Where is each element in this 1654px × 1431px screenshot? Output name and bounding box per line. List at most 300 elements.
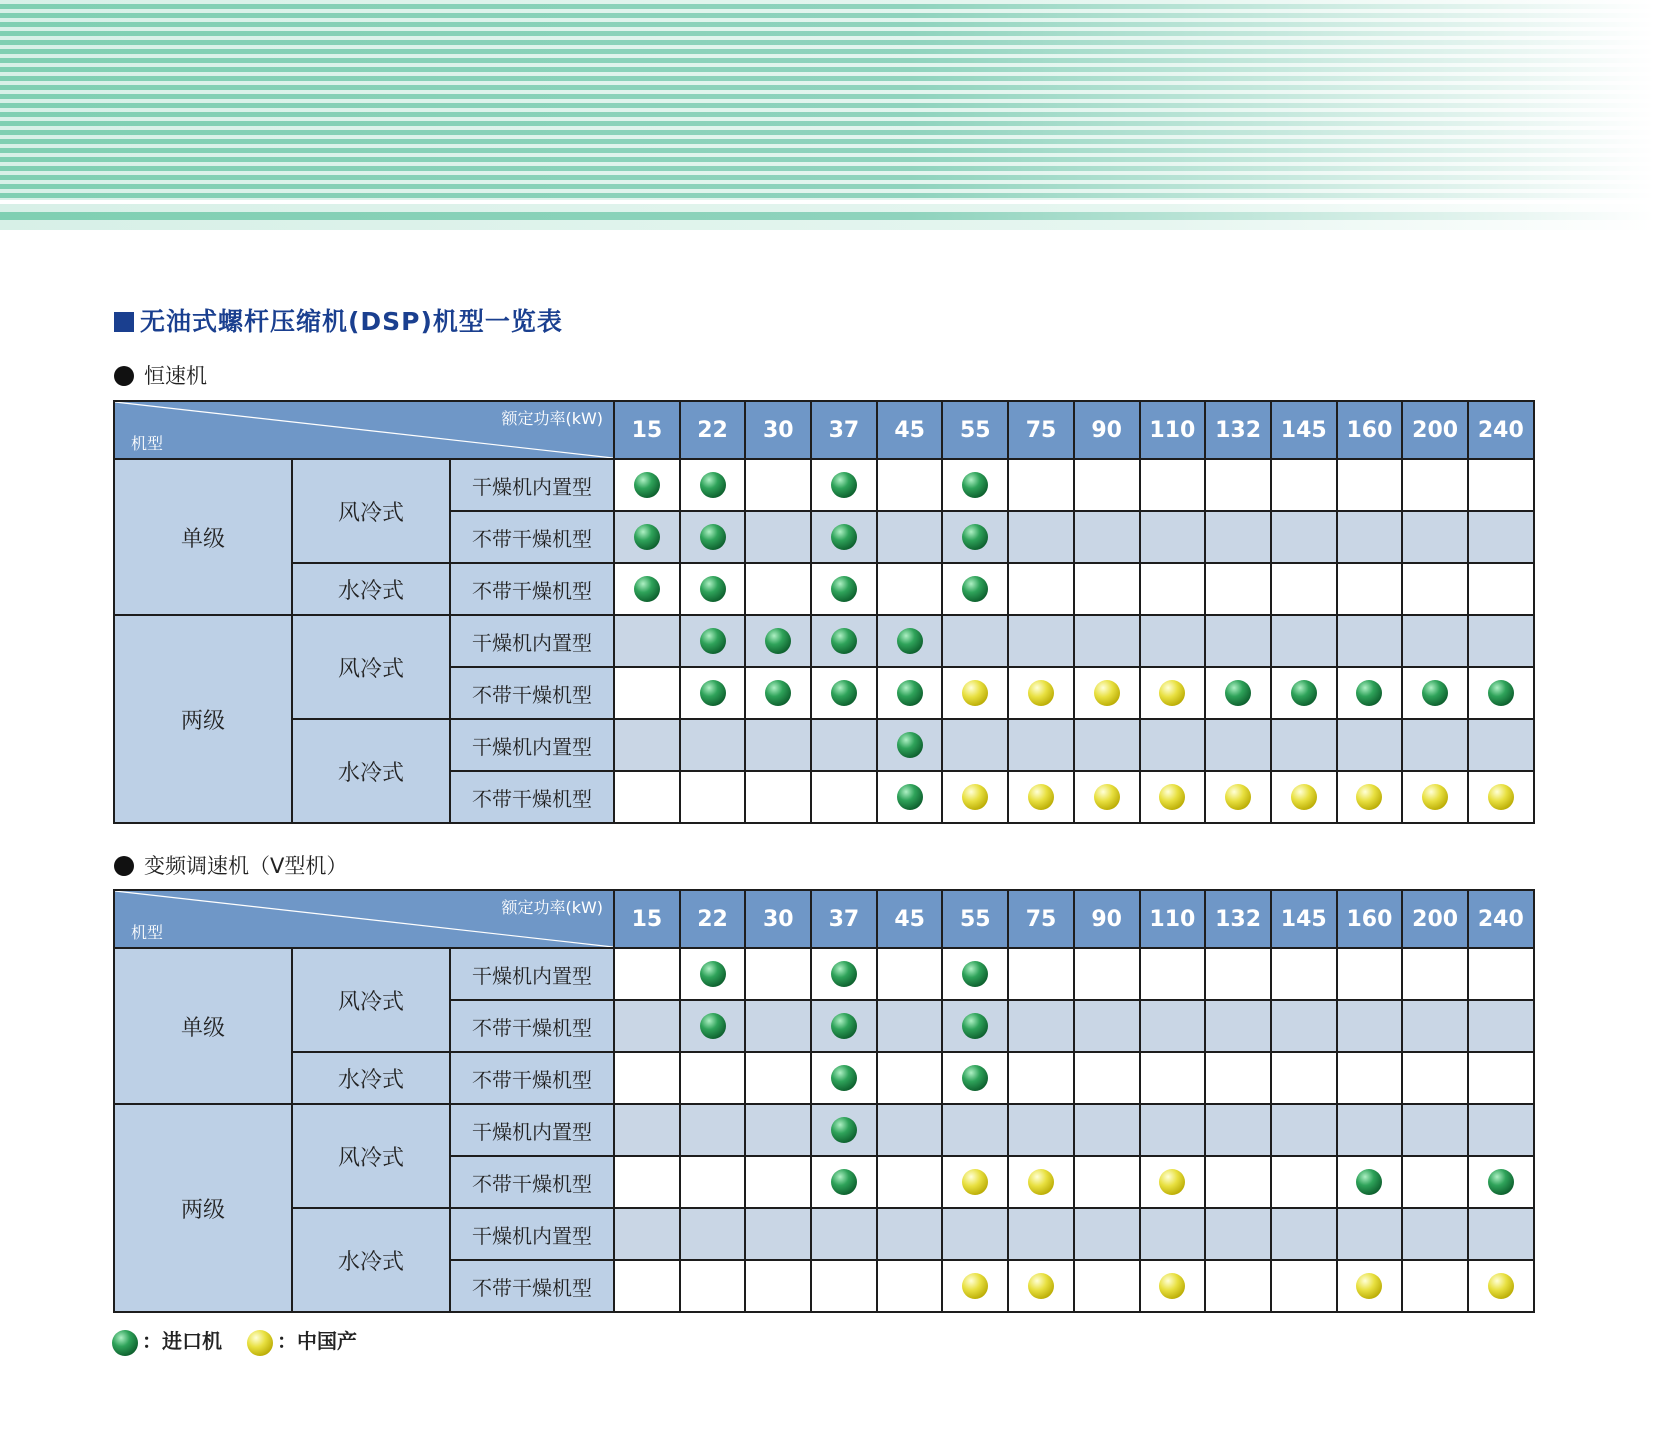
cell-160kw [1337, 1156, 1403, 1208]
cell-132kw [1205, 1104, 1271, 1156]
green-ball-icon [962, 576, 988, 602]
cell-110kw [1140, 1156, 1206, 1208]
power-header-75: 75 [1008, 890, 1074, 948]
cell-37kw [811, 1156, 877, 1208]
green-ball-icon [1356, 1169, 1382, 1195]
cell-75kw [1008, 667, 1074, 719]
cell-15kw [614, 511, 680, 563]
yellow-ball-icon [1356, 784, 1382, 810]
yellow-ball-icon [1028, 1273, 1054, 1299]
cell-110kw [1140, 1052, 1206, 1104]
cell-75kw [1008, 1104, 1074, 1156]
legend-domestic: ：中国产 [247, 1325, 357, 1356]
type-label: 不带干燥机型 [450, 771, 614, 823]
cell-132kw [1205, 1208, 1271, 1260]
cell-200kw [1402, 615, 1468, 667]
type-label: 干燥机内置型 [450, 1104, 614, 1156]
cell-55kw [942, 948, 1008, 1000]
yellow-ball-icon [1094, 784, 1120, 810]
cell-55kw [942, 1208, 1008, 1260]
cell-22kw [680, 459, 746, 511]
power-header-200: 200 [1402, 401, 1468, 459]
cell-132kw [1205, 948, 1271, 1000]
green-ball-icon [634, 524, 660, 550]
cell-110kw [1140, 1104, 1206, 1156]
cell-132kw [1205, 459, 1271, 511]
green-ball-icon [831, 680, 857, 706]
green-ball-icon [831, 524, 857, 550]
power-header-37: 37 [811, 890, 877, 948]
power-header-132: 132 [1205, 401, 1271, 459]
type-label: 不带干燥机型 [450, 563, 614, 615]
cell-75kw [1008, 1208, 1074, 1260]
power-header-160: 160 [1337, 890, 1403, 948]
cooling-label: 水冷式 [292, 719, 450, 823]
page-title: 无油式螺杆压缩机(DSP)机型一览表 [114, 302, 563, 338]
cell-22kw [680, 948, 746, 1000]
cell-30kw [745, 1260, 811, 1312]
cell-15kw [614, 719, 680, 771]
cell-45kw [877, 511, 943, 563]
cell-30kw [745, 1000, 811, 1052]
cell-55kw [942, 459, 1008, 511]
cell-75kw [1008, 615, 1074, 667]
cell-37kw [811, 771, 877, 823]
power-header-110: 110 [1140, 401, 1206, 459]
cell-55kw [942, 1052, 1008, 1104]
section-heading-variable-speed: 变频调速机（V型机） [114, 850, 347, 880]
cell-110kw [1140, 1000, 1206, 1052]
yellow-ball-icon [1488, 784, 1514, 810]
cell-55kw [942, 511, 1008, 563]
power-header-145: 145 [1271, 890, 1337, 948]
cell-110kw [1140, 719, 1206, 771]
yellow-ball-icon [1028, 784, 1054, 810]
type-label: 干燥机内置型 [450, 719, 614, 771]
power-header-45: 45 [877, 401, 943, 459]
cell-110kw [1140, 771, 1206, 823]
cell-45kw [877, 667, 943, 719]
stage-label: 两级 [114, 615, 292, 823]
cell-200kw [1402, 1104, 1468, 1156]
green-ball-icon [700, 680, 726, 706]
cell-55kw [942, 667, 1008, 719]
cell-30kw [745, 771, 811, 823]
cell-132kw [1205, 615, 1271, 667]
cell-30kw [745, 563, 811, 615]
cell-30kw [745, 948, 811, 1000]
cell-200kw [1402, 948, 1468, 1000]
cell-37kw [811, 1052, 877, 1104]
green-ball-icon [831, 576, 857, 602]
table-row [114, 948, 1534, 1000]
cell-132kw [1205, 1052, 1271, 1104]
cell-45kw [877, 1052, 943, 1104]
cell-75kw [1008, 1156, 1074, 1208]
cell-240kw [1468, 1156, 1534, 1208]
cell-30kw [745, 459, 811, 511]
power-header-37: 37 [811, 401, 877, 459]
green-ball-icon [962, 1065, 988, 1091]
cell-110kw [1140, 948, 1206, 1000]
power-header-15: 15 [614, 890, 680, 948]
cell-75kw [1008, 1000, 1074, 1052]
cell-145kw [1271, 563, 1337, 615]
cell-55kw [942, 615, 1008, 667]
cell-240kw [1468, 667, 1534, 719]
cell-30kw [745, 511, 811, 563]
cell-90kw [1074, 563, 1140, 615]
table-row [114, 615, 1534, 667]
cell-240kw [1468, 1260, 1534, 1312]
stage-label: 两级 [114, 1104, 292, 1312]
green-ball-icon [962, 961, 988, 987]
power-header-55: 55 [942, 890, 1008, 948]
cell-90kw [1074, 1104, 1140, 1156]
legend [112, 1325, 375, 1356]
cell-145kw [1271, 1156, 1337, 1208]
type-label: 不带干燥机型 [450, 1000, 614, 1052]
cell-15kw [614, 1156, 680, 1208]
green-ball-icon [897, 784, 923, 810]
power-header-75: 75 [1008, 401, 1074, 459]
cell-37kw [811, 511, 877, 563]
bullet-icon [114, 366, 134, 386]
power-header-15: 15 [614, 401, 680, 459]
table-row [114, 459, 1534, 511]
cell-132kw [1205, 511, 1271, 563]
power-header-22: 22 [680, 890, 746, 948]
green-ball-icon [700, 628, 726, 654]
green-ball-icon [1356, 680, 1382, 706]
type-label: 干燥机内置型 [450, 948, 614, 1000]
power-header-22: 22 [680, 401, 746, 459]
green-ball-icon [700, 961, 726, 987]
cell-160kw [1337, 719, 1403, 771]
corner-header-cell [114, 401, 614, 459]
cell-90kw [1074, 1260, 1140, 1312]
cell-75kw [1008, 1260, 1074, 1312]
cell-37kw [811, 1000, 877, 1052]
cell-30kw [745, 1208, 811, 1260]
cell-55kw [942, 719, 1008, 771]
green-ball-icon [700, 576, 726, 602]
green-ball-icon [831, 472, 857, 498]
cell-15kw [614, 771, 680, 823]
cell-132kw [1205, 719, 1271, 771]
cell-22kw [680, 1000, 746, 1052]
cell-37kw [811, 1104, 877, 1156]
cell-15kw [614, 563, 680, 615]
cell-160kw [1337, 1208, 1403, 1260]
power-header-55: 55 [942, 401, 1008, 459]
cell-145kw [1271, 511, 1337, 563]
green-ball-icon [962, 524, 988, 550]
cell-160kw [1337, 1260, 1403, 1312]
header-row [114, 890, 1534, 948]
green-ball-icon [1488, 680, 1514, 706]
cell-200kw [1402, 1052, 1468, 1104]
cell-110kw [1140, 1260, 1206, 1312]
cell-75kw [1008, 719, 1074, 771]
cooling-label: 水冷式 [292, 1052, 450, 1104]
power-header-90: 90 [1074, 401, 1140, 459]
cell-75kw [1008, 511, 1074, 563]
cell-110kw [1140, 667, 1206, 719]
power-header-145: 145 [1271, 401, 1337, 459]
cell-22kw [680, 1208, 746, 1260]
green-ball-icon [962, 1013, 988, 1039]
cell-160kw [1337, 511, 1403, 563]
cell-110kw [1140, 459, 1206, 511]
cell-145kw [1271, 667, 1337, 719]
cell-200kw [1402, 1000, 1468, 1052]
cell-145kw [1271, 1052, 1337, 1104]
cell-145kw [1271, 771, 1337, 823]
cell-145kw [1271, 615, 1337, 667]
cell-22kw [680, 615, 746, 667]
cell-160kw [1337, 459, 1403, 511]
cell-45kw [877, 1156, 943, 1208]
cell-110kw [1140, 1208, 1206, 1260]
power-header-132: 132 [1205, 890, 1271, 948]
power-header-90: 90 [1074, 890, 1140, 948]
cell-160kw [1337, 771, 1403, 823]
cell-75kw [1008, 771, 1074, 823]
yellow-ball-icon [247, 1330, 273, 1356]
type-label: 干燥机内置型 [450, 459, 614, 511]
yellow-ball-icon [962, 680, 988, 706]
cell-240kw [1468, 1104, 1534, 1156]
cell-45kw [877, 563, 943, 615]
green-ball-icon [1291, 680, 1317, 706]
cell-200kw [1402, 511, 1468, 563]
cell-200kw [1402, 1260, 1468, 1312]
cell-15kw [614, 1208, 680, 1260]
cooling-label: 风冷式 [292, 459, 450, 563]
yellow-ball-icon [1225, 784, 1251, 810]
yellow-ball-icon [962, 1169, 988, 1195]
cell-240kw [1468, 1208, 1534, 1260]
cell-37kw [811, 459, 877, 511]
model-axis-label: 机型 [131, 434, 164, 453]
cell-90kw [1074, 1052, 1140, 1104]
green-ball-icon [831, 1013, 857, 1039]
cell-37kw [811, 719, 877, 771]
corner-header-cell [114, 890, 614, 948]
cell-160kw [1337, 1104, 1403, 1156]
cell-145kw [1271, 1104, 1337, 1156]
cell-15kw [614, 1260, 680, 1312]
cell-45kw [877, 719, 943, 771]
cell-160kw [1337, 1000, 1403, 1052]
cell-200kw [1402, 1156, 1468, 1208]
cooling-label: 风冷式 [292, 615, 450, 719]
cell-200kw [1402, 667, 1468, 719]
cell-37kw [811, 563, 877, 615]
yellow-ball-icon [1291, 784, 1317, 810]
table-row [114, 1104, 1534, 1156]
cell-160kw [1337, 667, 1403, 719]
cell-110kw [1140, 615, 1206, 667]
cooling-label: 风冷式 [292, 1104, 450, 1208]
cell-90kw [1074, 1208, 1140, 1260]
cell-90kw [1074, 948, 1140, 1000]
yellow-ball-icon [1159, 1273, 1185, 1299]
cell-15kw [614, 615, 680, 667]
cell-90kw [1074, 1156, 1140, 1208]
cell-90kw [1074, 459, 1140, 511]
cell-132kw [1205, 563, 1271, 615]
cell-30kw [745, 615, 811, 667]
cell-200kw [1402, 459, 1468, 511]
cell-22kw [680, 1156, 746, 1208]
cell-22kw [680, 563, 746, 615]
model-table-variable-speed [113, 889, 1535, 1313]
yellow-ball-icon [1094, 680, 1120, 706]
cell-22kw [680, 771, 746, 823]
type-label: 不带干燥机型 [450, 1260, 614, 1312]
cell-45kw [877, 1208, 943, 1260]
cell-15kw [614, 459, 680, 511]
yellow-ball-icon [1356, 1273, 1382, 1299]
header-row [114, 401, 1534, 459]
yellow-ball-icon [962, 1273, 988, 1299]
green-ball-icon [962, 472, 988, 498]
cell-240kw [1468, 615, 1534, 667]
cell-37kw [811, 1208, 877, 1260]
cell-240kw [1468, 1000, 1534, 1052]
type-label: 不带干燥机型 [450, 1156, 614, 1208]
cell-132kw [1205, 1156, 1271, 1208]
stage-label: 单级 [114, 948, 292, 1104]
green-ball-icon [1225, 680, 1251, 706]
cell-55kw [942, 563, 1008, 615]
cell-75kw [1008, 1052, 1074, 1104]
model-table-constant-speed [113, 400, 1535, 824]
table-row [114, 1052, 1534, 1104]
cell-240kw [1468, 1052, 1534, 1104]
table-row [114, 563, 1534, 615]
cell-45kw [877, 1104, 943, 1156]
cell-30kw [745, 719, 811, 771]
table-row [114, 1208, 1534, 1260]
cell-145kw [1271, 1208, 1337, 1260]
cell-37kw [811, 615, 877, 667]
cell-90kw [1074, 771, 1140, 823]
cell-90kw [1074, 511, 1140, 563]
table-row [114, 719, 1534, 771]
yellow-ball-icon [1028, 680, 1054, 706]
cell-200kw [1402, 563, 1468, 615]
power-header-240: 240 [1468, 890, 1534, 948]
stage-label: 单级 [114, 459, 292, 615]
yellow-ball-icon [1028, 1169, 1054, 1195]
cell-240kw [1468, 719, 1534, 771]
cell-37kw [811, 948, 877, 1000]
green-ball-icon [831, 1169, 857, 1195]
power-axis-label: 额定功率(kW) [501, 898, 604, 917]
section-heading-constant-speed: 恒速机 [114, 360, 207, 390]
cell-160kw [1337, 563, 1403, 615]
cell-22kw [680, 1104, 746, 1156]
green-ball-icon [765, 680, 791, 706]
green-ball-icon [831, 1065, 857, 1091]
yellow-ball-icon [1159, 1169, 1185, 1195]
cell-45kw [877, 1260, 943, 1312]
cell-55kw [942, 1260, 1008, 1312]
type-label: 干燥机内置型 [450, 1208, 614, 1260]
cell-45kw [877, 615, 943, 667]
cell-240kw [1468, 948, 1534, 1000]
cell-90kw [1074, 615, 1140, 667]
cell-45kw [877, 1000, 943, 1052]
green-ball-icon [765, 628, 791, 654]
cell-30kw [745, 667, 811, 719]
cell-45kw [877, 948, 943, 1000]
cell-15kw [614, 948, 680, 1000]
yellow-ball-icon [1422, 784, 1448, 810]
square-bullet-icon [114, 312, 134, 332]
cell-132kw [1205, 771, 1271, 823]
cell-160kw [1337, 948, 1403, 1000]
cell-22kw [680, 1052, 746, 1104]
cell-132kw [1205, 1260, 1271, 1312]
green-ball-icon [897, 732, 923, 758]
cell-75kw [1008, 948, 1074, 1000]
cooling-label: 风冷式 [292, 948, 450, 1052]
cell-75kw [1008, 459, 1074, 511]
cell-45kw [877, 459, 943, 511]
cell-145kw [1271, 948, 1337, 1000]
cell-37kw [811, 667, 877, 719]
cell-132kw [1205, 667, 1271, 719]
header-banner [0, 0, 1654, 230]
yellow-ball-icon [1488, 1273, 1514, 1299]
green-ball-icon [634, 576, 660, 602]
cell-30kw [745, 1052, 811, 1104]
cell-30kw [745, 1156, 811, 1208]
yellow-ball-icon [1159, 680, 1185, 706]
type-label: 不带干燥机型 [450, 667, 614, 719]
cell-15kw [614, 1104, 680, 1156]
cell-55kw [942, 771, 1008, 823]
cell-22kw [680, 719, 746, 771]
cell-75kw [1008, 563, 1074, 615]
cell-145kw [1271, 1260, 1337, 1312]
cell-90kw [1074, 1000, 1140, 1052]
yellow-ball-icon [962, 784, 988, 810]
type-label: 不带干燥机型 [450, 1052, 614, 1104]
green-ball-icon [700, 524, 726, 550]
green-ball-icon [112, 1330, 138, 1356]
green-ball-icon [700, 472, 726, 498]
green-ball-icon [831, 961, 857, 987]
cell-160kw [1337, 1052, 1403, 1104]
power-header-45: 45 [877, 890, 943, 948]
cell-200kw [1402, 771, 1468, 823]
power-header-30: 30 [745, 401, 811, 459]
cell-200kw [1402, 1208, 1468, 1260]
cell-55kw [942, 1104, 1008, 1156]
cell-132kw [1205, 1000, 1271, 1052]
cell-15kw [614, 1052, 680, 1104]
green-ball-icon [897, 680, 923, 706]
cell-90kw [1074, 719, 1140, 771]
cell-110kw [1140, 563, 1206, 615]
cell-30kw [745, 1104, 811, 1156]
cell-22kw [680, 1260, 746, 1312]
